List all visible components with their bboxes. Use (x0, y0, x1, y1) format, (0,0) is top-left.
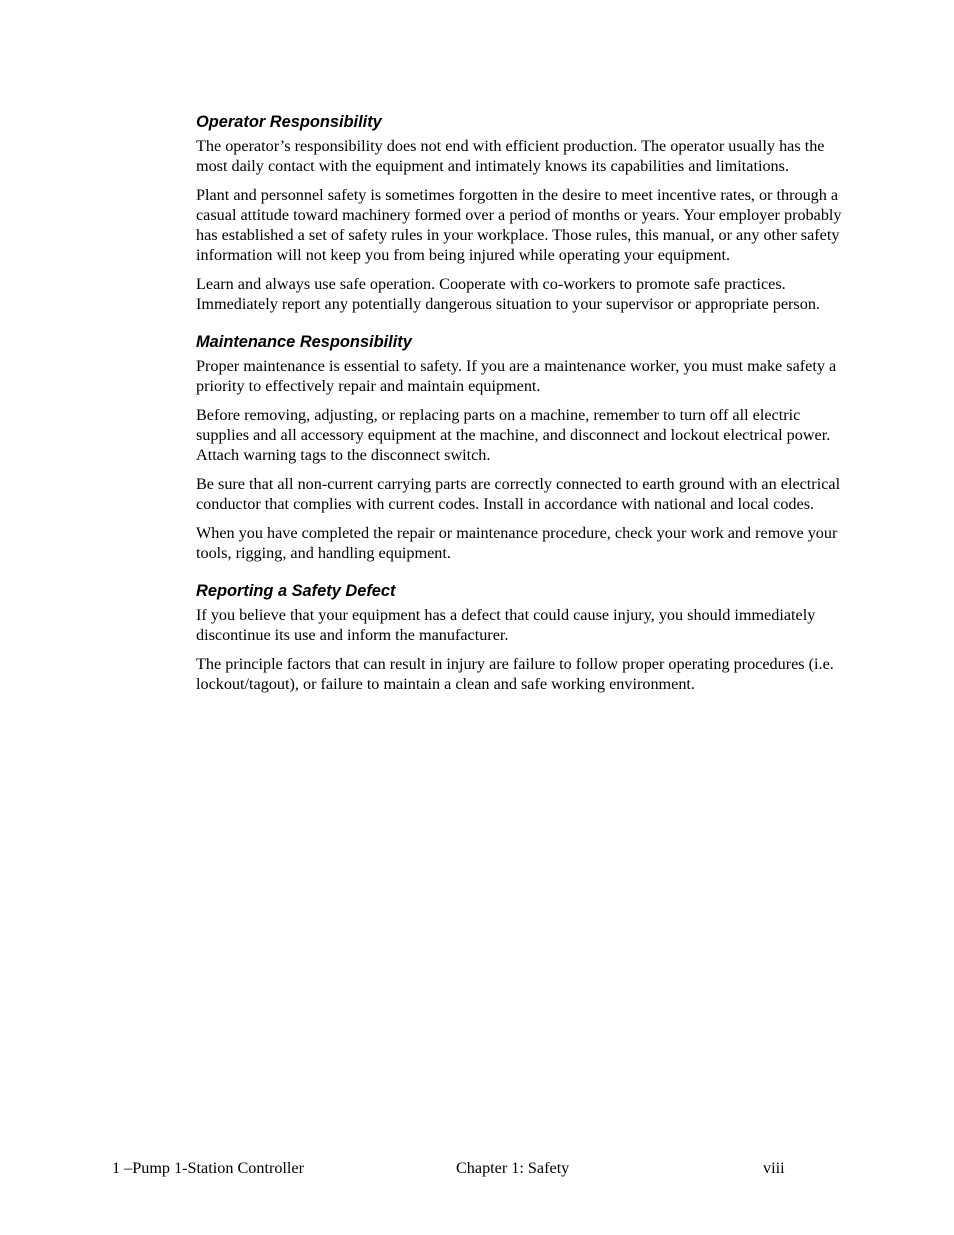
paragraph: Proper maintenance is essential to safety. If you are a maintenance worker, you must make safety a priority to effectively repair and maintain equipment. (196, 357, 837, 395)
paragraph: The operator’s responsibility does not end with efficient production. The operator usually has the most daily contact with the equipment and intimately knows its capabilities and limitations. (196, 137, 825, 175)
paragraph: If you believe that your equipment has a defect that could cause injury, you should immediately discontinue its use and inform the manufacturer. (196, 606, 816, 644)
section-maintenance-responsibility (196, 332, 846, 563)
page-footer (0, 1158, 954, 1180)
section-heading: Reporting a Safety Defect (196, 582, 396, 600)
paragraph: Be sure that all non-current carrying parts are correctly connected to earth ground with an electrical conductor that complies with current codes. Install in accordance with national and local codes. (196, 475, 841, 513)
footer-chapter: Chapter 1: Safety (456, 1159, 570, 1177)
paragraph: Before removing, adjusting, or replacing parts on a machine, remember to turn off all electric supplies and all accessory equipment at the machine, and disconnect and lockout electrical power. Attach warning tags to the disconnect switch. (196, 406, 831, 464)
paragraph: The principle factors that can result in injury are failure to follow proper operating procedures (i.e. lockout/tagout), or failure to maintain a clean and safe working environment. (196, 655, 834, 693)
section-reporting-safety-defect (196, 581, 846, 694)
paragraph: Plant and personnel safety is sometimes forgotten in the desire to meet incentive rates, or through a casual attitude toward machinery formed over a period of months or years. Your employer probably has established a set of safety rules in your workplace. Those rules, this manual, or any other safety information will not keep you from being injured while operating your equipment. (196, 186, 842, 264)
footer-page-number: viii (763, 1159, 785, 1177)
document-body (196, 112, 846, 712)
footer-document-title: 1 –Pump 1-Station Controller (112, 1159, 304, 1177)
paragraph: When you have completed the repair or maintenance procedure, check your work and remove your tools, rigging, and handling equipment. (196, 524, 838, 562)
section-operator-responsibility (196, 112, 846, 314)
section-heading: Operator Responsibility (196, 113, 382, 131)
section-heading: Maintenance Responsibility (196, 333, 412, 351)
paragraph: Learn and always use safe operation. Cooperate with co-workers to promote safe practices. Immediately report any potentially dangerous situation to your supervisor or appropriate person. (196, 275, 820, 313)
